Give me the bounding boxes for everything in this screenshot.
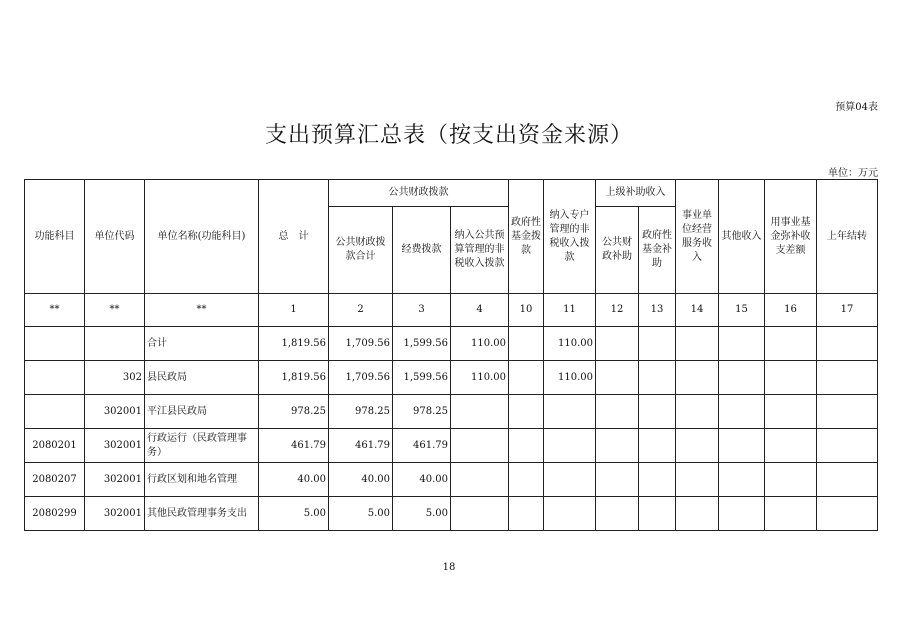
nontax-special-cell [544,463,596,497]
nontax-public-cell [451,497,509,531]
unit-name-cell: 合计 [145,327,259,361]
form-number: 预算04表 [835,102,878,113]
other-income-cell [719,463,765,497]
total-cell: 5.00 [259,497,329,531]
unit-code-cell [85,327,145,361]
index-cell: 15 [719,294,765,327]
fund-balance-cell [765,327,817,361]
other-income-cell [719,497,765,531]
nontax-public-cell: 110.00 [451,361,509,395]
nontax-public-cell [451,463,509,497]
business-income-cell [676,463,719,497]
fund-balance-cell [765,429,817,463]
public-subtotal-cell: 461.79 [329,429,393,463]
fund-balance-cell [765,463,817,497]
unit-name-cell: 县民政局 [145,361,259,395]
header-superior-subsidy: 上级补助收入 [596,180,676,207]
total-cell: 1,819.56 [259,327,329,361]
header-carryover: 上年结转 [817,180,878,294]
expense-cell: 461.79 [393,429,451,463]
other-income-cell [719,327,765,361]
table-row [25,361,878,395]
business-income-cell [676,497,719,531]
func-code-cell [25,327,85,361]
index-cell: 16 [765,294,817,327]
table-row [25,463,878,497]
nontax-public-cell [451,429,509,463]
gov-fund-subsidy-cell [639,497,676,531]
nontax-public-cell: 110.00 [451,327,509,361]
header-business-income: 事业单位经营服务收入 [676,180,719,294]
gov-fund-cell [509,361,544,395]
gov-fund-subsidy-cell [639,361,676,395]
table-row [25,395,878,429]
expense-cell: 40.00 [393,463,451,497]
unit-name-cell: 平江县民政局 [145,395,259,429]
public-subtotal-cell: 40.00 [329,463,393,497]
public-fiscal-subsidy-cell [596,429,639,463]
carryover-cell [817,361,878,395]
nontax-special-cell: 110.00 [544,361,596,395]
unit-name-cell: 行政区划和地名管理 [145,463,259,497]
header-gov-fund: 政府性基金拨款 [509,180,544,294]
nontax-special-cell: 110.00 [544,327,596,361]
header-public-fiscal: 公共财政拨款 [329,180,509,207]
index-cell: 17 [817,294,878,327]
business-income-cell [676,327,719,361]
header-nontax-public-budget: 纳入公共预算管理的非税收入拨款 [451,207,509,294]
header-other-income: 其他收入 [719,180,765,294]
func-code-cell [25,395,85,429]
total-cell: 40.00 [259,463,329,497]
nontax-public-cell [451,395,509,429]
header-fund-balance: 用事业基金弥补收支差额 [765,180,817,294]
index-cell: ** [25,294,85,327]
index-row [25,294,878,327]
unit-code-cell: 302001 [85,395,145,429]
unit-label: 单位：万元 [828,168,878,179]
header-unit-name: 单位名称(功能科目) [145,180,259,294]
fund-balance-cell [765,395,817,429]
unit-code-cell: 302 [85,361,145,395]
index-cell: 1 [259,294,329,327]
public-fiscal-subsidy-cell [596,395,639,429]
fund-balance-cell [765,361,817,395]
gov-fund-subsidy-cell [639,327,676,361]
public-subtotal-cell: 1,709.56 [329,361,393,395]
business-income-cell [676,429,719,463]
total-cell: 978.25 [259,395,329,429]
unit-code-cell: 302001 [85,463,145,497]
unit-code-cell: 302001 [85,497,145,531]
gov-fund-cell [509,497,544,531]
carryover-cell [817,395,878,429]
index-cell: 11 [544,294,596,327]
page-title: 支出预算汇总表（按支出资金来源） [264,123,633,148]
index-cell: 10 [509,294,544,327]
business-income-cell [676,395,719,429]
index-cell: 2 [329,294,393,327]
page-number: 18 [442,562,456,573]
func-code-cell: 2080201 [25,429,85,463]
public-subtotal-cell: 5.00 [329,497,393,531]
expense-cell: 1,599.56 [393,361,451,395]
gov-fund-subsidy-cell [639,463,676,497]
gov-fund-cell [509,327,544,361]
index-cell: 14 [676,294,719,327]
carryover-cell [817,497,878,531]
table-row [25,327,878,361]
gov-fund-cell [509,395,544,429]
nontax-special-cell [544,395,596,429]
public-fiscal-subsidy-cell [596,463,639,497]
index-cell: ** [85,294,145,327]
carryover-cell [817,327,878,361]
unit-name-cell: 行政运行（民政管理事务） [145,429,259,463]
index-cell: 4 [451,294,509,327]
gov-fund-cell [509,463,544,497]
public-fiscal-subsidy-cell [596,327,639,361]
public-fiscal-subsidy-cell [596,497,639,531]
unit-name-cell: 其他民政管理事务支出 [145,497,259,531]
func-code-cell [25,361,85,395]
header-func-code: 功能科目 [25,180,85,294]
total-cell: 1,819.56 [259,361,329,395]
carryover-cell [817,429,878,463]
index-cell: ** [145,294,259,327]
public-subtotal-cell: 1,709.56 [329,327,393,361]
public-fiscal-subsidy-cell [596,361,639,395]
nontax-special-cell [544,497,596,531]
index-cell: 3 [393,294,451,327]
func-code-cell: 2080207 [25,463,85,497]
unit-code-cell: 302001 [85,429,145,463]
other-income-cell [719,429,765,463]
header-gov-fund-subsidy: 政府性基金补助 [639,207,676,294]
header-unit-code: 单位代码 [85,180,145,294]
header-public-fiscal-subtotal: 公共财政拨款合计 [329,207,393,294]
func-code-cell: 2080299 [25,497,85,531]
nontax-special-cell [544,429,596,463]
business-income-cell [676,361,719,395]
header-nontax-special: 纳入专户管理的非税收入拨款 [544,180,596,294]
table-row [25,497,878,531]
other-income-cell [719,395,765,429]
expense-cell: 5.00 [393,497,451,531]
header-total: 总 计 [259,180,329,294]
gov-fund-cell [509,429,544,463]
budget-table [24,179,878,531]
carryover-cell [817,463,878,497]
header-expense-appropriation: 经费拨款 [393,207,451,294]
fund-balance-cell [765,497,817,531]
public-subtotal-cell: 978.25 [329,395,393,429]
index-cell: 13 [639,294,676,327]
gov-fund-subsidy-cell [639,429,676,463]
index-cell: 12 [596,294,639,327]
other-income-cell [719,361,765,395]
table-row [25,429,878,463]
header-public-fiscal-subsidy: 公共财政补助 [596,207,639,294]
expense-cell: 978.25 [393,395,451,429]
total-cell: 461.79 [259,429,329,463]
gov-fund-subsidy-cell [639,395,676,429]
expense-cell: 1,599.56 [393,327,451,361]
